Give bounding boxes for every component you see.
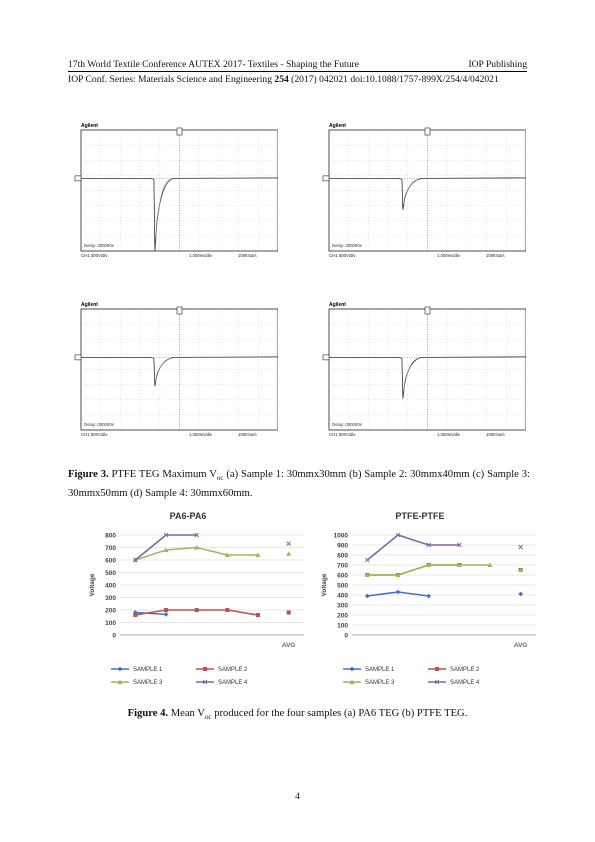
data-point	[286, 551, 291, 556]
scope-sample-rate: 100KSa/s	[486, 432, 505, 437]
y-tick-label: 400	[337, 592, 348, 600]
legend-label: SAMPLE 3	[365, 680, 395, 686]
scope-sample-rate: 100KSa/s	[486, 253, 505, 258]
data-point	[256, 613, 260, 617]
data-point	[164, 612, 169, 617]
series-line	[367, 535, 459, 560]
trigger-marker-icon	[177, 128, 182, 135]
scope-channel-scale: CH1 200V/div	[81, 253, 108, 258]
data-point	[350, 667, 355, 672]
scope-sample-rate: 100KSa/s	[238, 432, 257, 437]
series-line: IOP Conf. Series: Materials Science and Engineering 254 (2017) 042021 doi:10.1088/1757-899X/254/4/042021	[68, 74, 499, 85]
y-tick-label: 800	[105, 532, 116, 540]
scope-brand: Agilent	[329, 302, 346, 308]
data-point	[164, 608, 168, 612]
chart-pa6	[68, 505, 308, 690]
data-point	[518, 592, 523, 597]
data-point	[287, 611, 291, 615]
scope-brand: Agilent	[81, 302, 98, 308]
figure-4-caption: Figure 4. Mean $V_{oc}$ produced for the four samples (a) PA6 TEG (b) PTFE TEG.	[127, 708, 468, 722]
scope-time-scale: 1.000ms/div	[437, 253, 461, 258]
scope-channel-scale: CH1 500V/div	[329, 253, 356, 258]
channel-marker-icon	[75, 176, 81, 181]
trigger-marker-icon	[177, 307, 182, 314]
channel-marker-icon	[75, 355, 81, 360]
legend-label: SAMPLE 1	[365, 667, 395, 673]
chart-ptfe	[300, 505, 540, 690]
conference-title: 17th World Textile Conference AUTEX 2017- Textiles - Shaping the Future	[68, 59, 359, 70]
y-tick-label: 300	[337, 602, 348, 610]
scope-b	[316, 118, 526, 261]
scope-channel-scale: CH1 500V/div	[329, 432, 356, 437]
y-tick-label: 100	[105, 620, 116, 627]
scope-svg	[316, 118, 526, 261]
y-tick-label: 500	[337, 582, 348, 590]
trigger-marker-icon	[425, 307, 430, 314]
scope-time-scale: 1.000ms/div	[189, 253, 213, 258]
scope-svg	[68, 118, 278, 261]
y-tick-label: 0	[112, 632, 116, 640]
data-point	[203, 667, 207, 671]
scope-d	[316, 297, 526, 440]
legend-label: SAMPLE 4	[450, 680, 480, 686]
legend-label: SAMPLE 1	[133, 667, 163, 673]
y-tick-label: 900	[337, 542, 348, 550]
y-axis-label: Voltage	[321, 573, 328, 597]
scope-svg	[68, 297, 278, 440]
y-tick-label: 700	[337, 562, 348, 570]
y-axis-label: Voltage	[89, 573, 96, 597]
data-point	[118, 667, 123, 672]
page-number: 4	[295, 792, 300, 802]
legend-label: SAMPLE 2	[450, 667, 480, 673]
scope-brand: Agilent	[329, 123, 346, 129]
data-point	[426, 594, 431, 599]
scope-a	[68, 118, 278, 261]
scope-svg	[316, 297, 526, 440]
data-point	[435, 667, 439, 671]
volume: 254	[274, 74, 289, 85]
y-tick-label: 500	[105, 570, 116, 577]
y-tick-label: 200	[337, 612, 348, 620]
y-tick-label: 400	[105, 582, 116, 590]
legend-label: SAMPLE 4	[218, 680, 248, 686]
legend-label: SAMPLE 3	[133, 680, 163, 686]
chart-title: PTFE-PTFE	[395, 511, 445, 521]
scope-time-scale: 1.000ms/div	[437, 432, 461, 437]
scope-channel-scale: CH1 500V/div	[81, 432, 108, 437]
y-tick-label: 600	[105, 557, 116, 565]
chart-title: PA6-PA6	[169, 511, 207, 521]
channel-marker-icon	[323, 355, 329, 360]
data-point	[396, 590, 401, 595]
scope-sample-rate: 100KSa/s	[238, 253, 257, 258]
scope-time-scale: 1.000ms/div	[189, 432, 213, 437]
figure-3-caption: Figure 3. PTFE TEG Maximum $V_{oc}$ (a) Sample 1: 30mmx30mm (b) Sample 2: 30mmx40mm (c) Sample 3: 30mmx50mm (d) Sample 4: 30mmx60mm.	[68, 469, 530, 500]
y-tick-label: 300	[105, 595, 116, 602]
y-tick-label: 1000	[333, 532, 348, 540]
scope-delay: Delay:.000000s	[84, 422, 114, 427]
data-point	[195, 608, 199, 612]
scope-delay: Delay:.000000s	[84, 243, 114, 248]
y-tick-label: 100	[337, 622, 348, 630]
chart-svg	[68, 505, 308, 690]
data-point	[225, 608, 229, 612]
y-tick-label: 0	[344, 632, 348, 640]
y-tick-label: 200	[105, 607, 116, 615]
x-tick-label: AVG	[513, 642, 528, 649]
legend-label: SAMPLE 2	[218, 667, 248, 673]
scope-brand: Agilent	[81, 123, 98, 129]
data-point	[133, 613, 137, 617]
y-tick-label: 800	[337, 552, 348, 560]
scope-delay: Delay:.000000s	[332, 422, 362, 427]
y-tick-label: 600	[337, 572, 348, 580]
channel-marker-icon	[323, 176, 329, 181]
y-tick-label: 700	[105, 545, 116, 552]
running-header	[68, 59, 527, 72]
scope-c	[68, 297, 278, 440]
scope-delay: Delay:.000000s	[332, 243, 362, 248]
x-tick-label: AVG	[281, 642, 296, 649]
chart-svg	[300, 505, 540, 690]
publisher: IOP Publishing	[468, 59, 527, 70]
data-point	[365, 594, 370, 599]
trigger-marker-icon	[425, 128, 430, 135]
